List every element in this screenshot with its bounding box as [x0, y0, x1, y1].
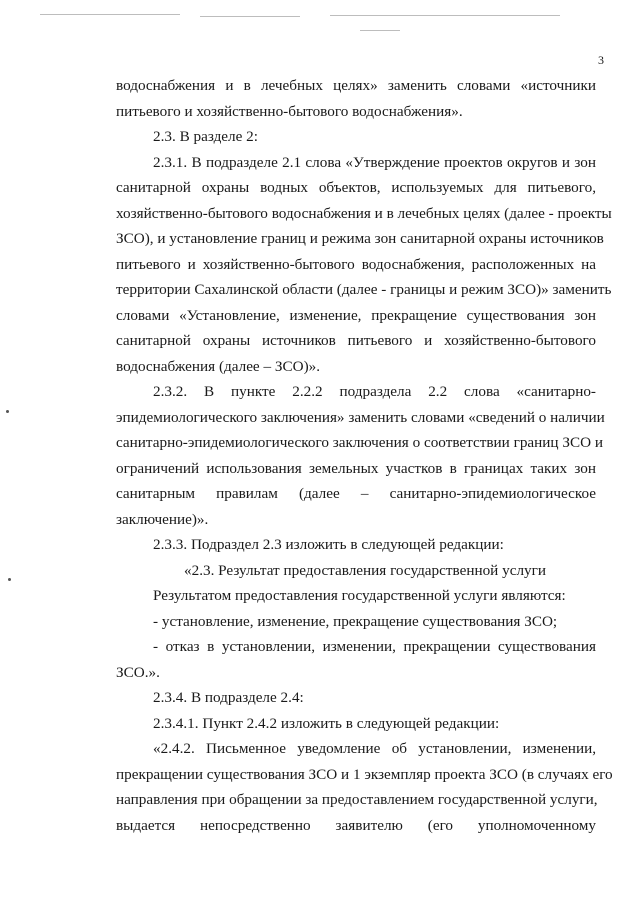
text-line: 2.3.3. Подраздел 2.3 изложить в следующей редакции:: [153, 536, 504, 553]
text-line: хозяйственно-бытового водоснабжения и в лечебных целях (далее - проекты: [116, 205, 612, 222]
text-line: 2.3.1. В подразделе 2.1 слова «Утверждение проектов округов и зон: [153, 154, 596, 171]
text-line: 2.3.2. В пункте 2.2.2 подраздела 2.2 слова «санитарно-: [153, 383, 596, 400]
text-line: заключение)».: [116, 511, 209, 528]
text-line: водоснабжения (далее – ЗСО)».: [116, 358, 321, 375]
scan-speck: [6, 410, 9, 413]
text-line: направления при обращении за предоставлением государственной услуги,: [116, 791, 598, 808]
text-line: эпидемиологического заключения» заменить словами «сведений о наличии: [116, 409, 605, 426]
scan-artifact-top: [330, 15, 560, 16]
text-line: словами «Установление, изменение, прекращение существования зон: [116, 307, 596, 324]
text-line: - отказ в установлении, изменении, прекращении существования: [153, 638, 596, 655]
text-line: санитарной охраны водных объектов, используемых для питьевого,: [116, 179, 596, 196]
text-line: «2.3. Результат предоставления государственной услуги: [184, 562, 546, 579]
scan-artifact-top: [360, 30, 400, 31]
text-line: санитарным правилам (далее – санитарно-эпидемиологическое: [116, 485, 596, 502]
scan-speck: [8, 578, 11, 581]
text-line: прекращении существования ЗСО и 1 экземпляр проекта ЗСО (в случаях его: [116, 766, 613, 783]
text-line: выдается непосредственно заявителю (его уполномоченному: [116, 817, 596, 834]
text-line: 2.3.4.1. Пункт 2.4.2 изложить в следующей редакции:: [153, 715, 500, 732]
text-line: водоснабжения и в лечебных целях» заменить словами «источники: [116, 77, 596, 94]
text-line: «2.4.2. Письменное уведомление об установлении, изменении,: [153, 740, 596, 757]
text-line: 2.3. В разделе 2:: [153, 128, 258, 145]
text-line: территории Сахалинской области (далее - границы и режим ЗСО)» заменить: [116, 281, 612, 298]
scan-artifact-top: [200, 16, 300, 17]
text-line: ограничений использования земельных участков в границах таких зон: [116, 460, 596, 477]
text-line: питьевого и хозяйственно-бытового водоснабжения».: [116, 103, 463, 120]
text-line: санитарной охраны источников питьевого и хозяйственно-бытового: [116, 332, 596, 349]
text-line: 2.3.4. В подразделе 2.4:: [153, 689, 304, 706]
text-line: - установление, изменение, прекращение существования ЗСО;: [153, 613, 558, 630]
text-line: Результатом предоставления государственной услуги являются:: [153, 587, 566, 604]
scan-artifact-top: [40, 14, 180, 15]
text-line: питьевого и хозяйственно-бытового водоснабжения, расположенных на: [116, 256, 596, 273]
text-line: санитарно-эпидемиологического заключения о соответствии границ ЗСО и: [116, 434, 603, 451]
page-number: 3: [598, 53, 604, 67]
text-line: ЗСО), и установление границ и режима зон санитарной охраны источников: [116, 230, 604, 247]
text-line: ЗСО.».: [116, 664, 160, 681]
